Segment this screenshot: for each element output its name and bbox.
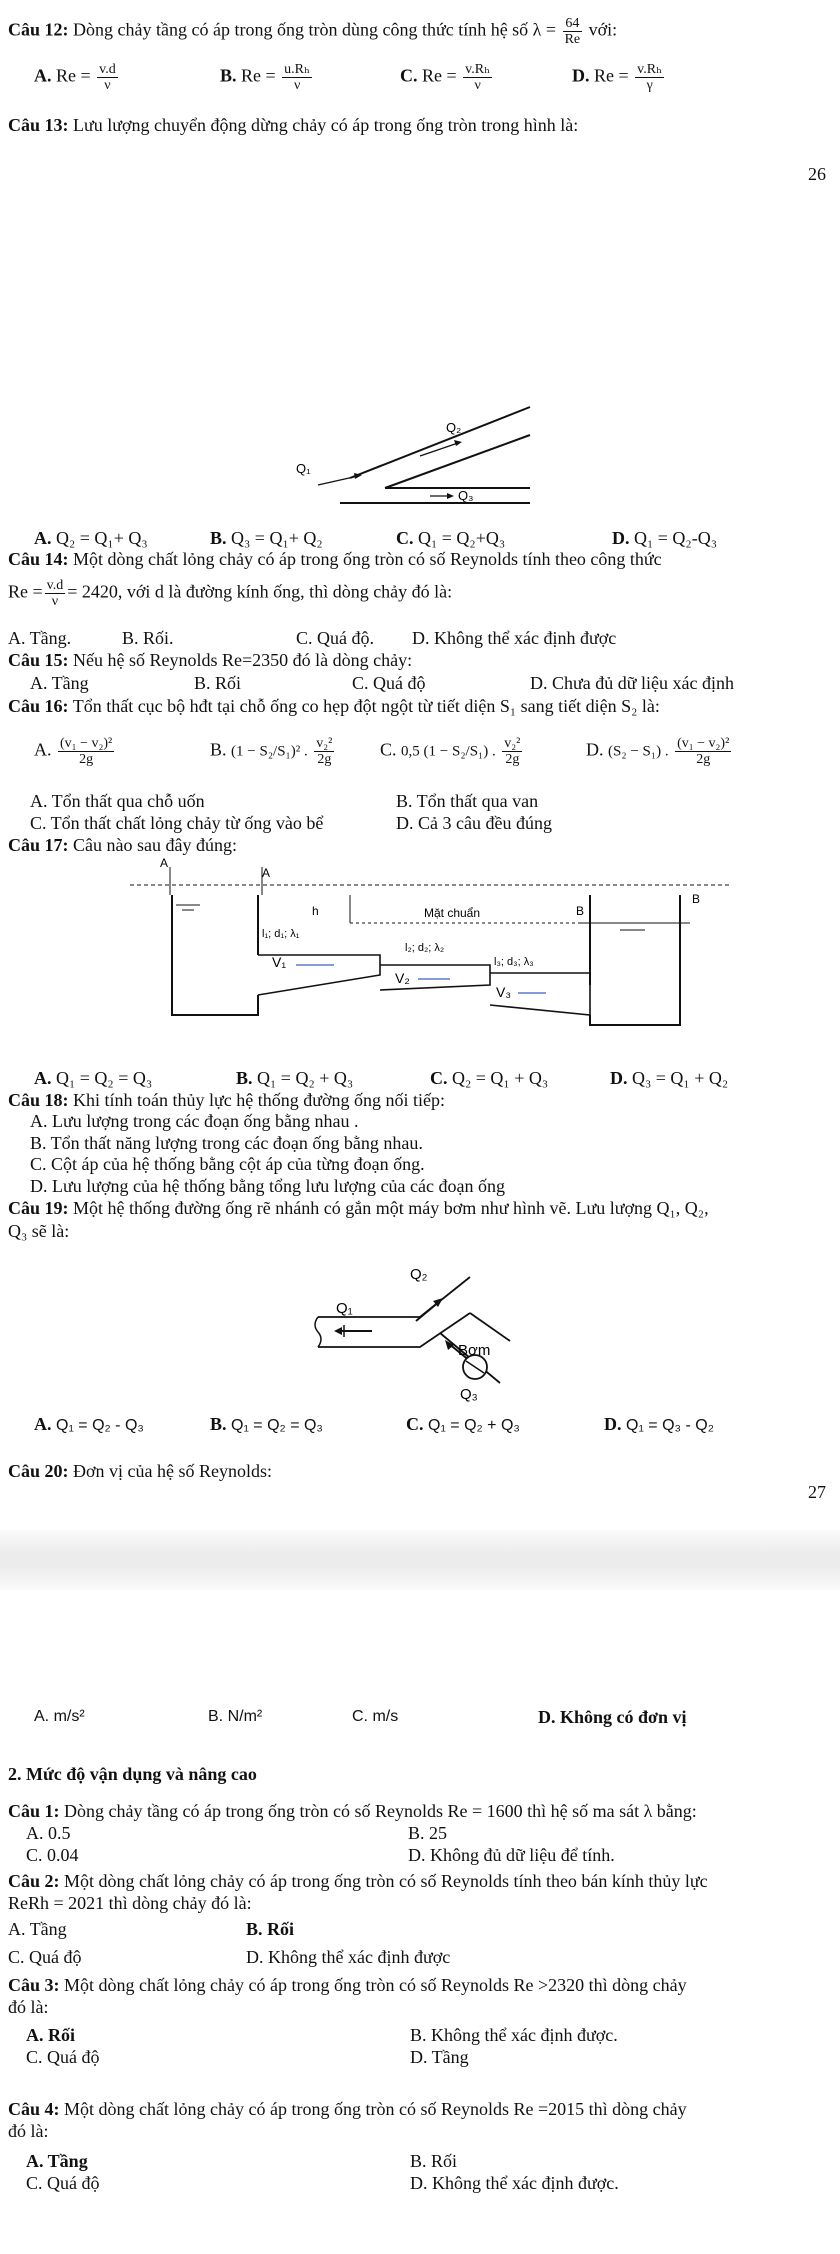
label-pump: Bơm bbox=[458, 1342, 491, 1359]
q20-stem bbox=[8, 1460, 272, 1482]
label-a1: A bbox=[160, 856, 169, 870]
s3-stem bbox=[8, 1974, 687, 1996]
q19-option-c[interactable] bbox=[406, 1413, 520, 1437]
q20-option-d[interactable]: D. Không có đơn vị bbox=[538, 1707, 687, 1727]
q12-suffix: với: bbox=[588, 19, 618, 40]
left-tank bbox=[172, 895, 258, 1015]
frac-num: (v₁ − v₂)² bbox=[60, 736, 113, 751]
q19-text: Một hệ thống đường ống rẽ nhánh có gắn một máy bơm như hình vẽ. Lưu lượng Q₁, Q₂, bbox=[73, 1198, 709, 1218]
q18-option-d[interactable]: D. Lưu lượng của hệ thống bằng tổng lưu lượng của các đoạn ống bbox=[30, 1176, 505, 1196]
label-pipe-3: l₃; d₃; λ₃ bbox=[494, 956, 534, 968]
option-letter: A. bbox=[34, 1068, 52, 1088]
label-v3: V₃ bbox=[496, 984, 512, 1000]
frac-num: v.d bbox=[99, 62, 116, 77]
option-letter: B. bbox=[210, 1414, 227, 1434]
label-v2: V₂ bbox=[395, 970, 410, 986]
q12-label: Câu 12: bbox=[8, 19, 69, 40]
page-number-27: 27 bbox=[808, 1482, 826, 1502]
option-text: Q₁ = Q₃ - Q₂ bbox=[626, 1417, 714, 1434]
q12-stem bbox=[8, 16, 617, 47]
option-letter: B. bbox=[210, 739, 227, 760]
option-letter: B. bbox=[220, 65, 237, 86]
frac-den: 2g bbox=[317, 752, 332, 767]
frac-den: ν bbox=[104, 78, 111, 93]
option-letter: C. bbox=[380, 739, 397, 760]
q14-option-a[interactable]: A. Tầng. bbox=[8, 628, 72, 648]
s2-option-d[interactable]: D. Không thể xác định được bbox=[246, 1947, 451, 1967]
option-letter: C. bbox=[430, 1068, 448, 1088]
q13-option-d[interactable] bbox=[612, 527, 717, 549]
option-pre: (S₂ − S₁) . bbox=[608, 743, 669, 760]
q12-frac-den: Re bbox=[564, 32, 581, 47]
label-q1: Q₁ bbox=[296, 461, 311, 476]
q15-option-c[interactable]: C. Quá độ bbox=[352, 673, 426, 693]
q12-option-a[interactable] bbox=[34, 62, 120, 93]
option-text: Q₁ = Q₂ + Q₃ bbox=[428, 1417, 520, 1434]
frac-den: 2g bbox=[505, 752, 520, 767]
q14-text: Một dòng chất lỏng chảy có áp trong ống tròn có số Reynolds tính theo công thức bbox=[73, 549, 662, 569]
q20-option-c[interactable]: C. m/s bbox=[352, 1708, 399, 1725]
s2-label: Câu 2: bbox=[8, 1871, 60, 1891]
frac-num: v.Rₕ bbox=[637, 62, 663, 77]
frac-num: v.d bbox=[46, 578, 64, 593]
s1-label: Câu 1: bbox=[8, 1801, 60, 1821]
q19-option-b[interactable] bbox=[210, 1413, 323, 1437]
q18-option-a[interactable]: A. Lưu lượng trong các đoạn ống bằng nhau . bbox=[30, 1111, 359, 1131]
flow-arrow-q1 bbox=[318, 476, 358, 485]
page-number-26: 26 bbox=[808, 164, 826, 184]
label-v1: V₁ bbox=[272, 954, 287, 970]
q18-label: Câu 18: bbox=[8, 1090, 69, 1110]
q17-option-a[interactable] bbox=[34, 1067, 152, 1089]
option-text: Q₃ = Q₁+ Q₂ bbox=[231, 528, 323, 548]
label-q3: Q₃ bbox=[460, 1386, 478, 1403]
frac-den: γ bbox=[646, 78, 653, 93]
frac-den: ν bbox=[293, 78, 301, 93]
q13-option-b[interactable] bbox=[210, 527, 323, 549]
s4-option-c[interactable]: C. Quá độ bbox=[26, 2173, 100, 2193]
s3-option-c[interactable]: C. Quá độ bbox=[26, 2047, 100, 2067]
q19-stem-2: Q₃ sẽ là: bbox=[8, 1221, 70, 1241]
frac-den: 2g bbox=[79, 752, 94, 767]
q16-option-a[interactable] bbox=[34, 736, 116, 767]
q16-option-c[interactable] bbox=[380, 736, 524, 767]
q20-text: Đơn vị của hệ số Reynolds: bbox=[73, 1461, 273, 1481]
label-b1: B bbox=[576, 904, 585, 918]
q14-option-d[interactable]: D. Không thể xác định được bbox=[412, 628, 617, 648]
s3-stem-2: đó là: bbox=[8, 1997, 49, 2017]
option-fraction bbox=[282, 62, 312, 93]
option-text: Q₁ = Q₂ = Q₃ bbox=[56, 1068, 153, 1088]
s4-stem-2: đó là: bbox=[8, 2121, 49, 2141]
s2-option-b[interactable]: B. Rối bbox=[246, 1919, 295, 1939]
option-text: Q₂ = Q₁ + Q₃ bbox=[452, 1068, 549, 1088]
option-text: Q₁ = Q₂ = Q₃ bbox=[231, 1417, 323, 1434]
option-letter: D. bbox=[604, 1414, 622, 1434]
label-q1: Q₁ bbox=[336, 1300, 353, 1317]
q14-re: Re = bbox=[8, 581, 43, 602]
q19-option-d[interactable] bbox=[604, 1413, 714, 1437]
option-letter: D. bbox=[586, 739, 604, 760]
s3-option-b[interactable]: B. Không thể xác định được. bbox=[410, 2025, 618, 2045]
q17-label: Câu 17: bbox=[8, 835, 69, 855]
q13-pipe-figure bbox=[0, 395, 840, 515]
option-letter: A. bbox=[34, 528, 52, 548]
option-text: Q₁ = Q₂ - Q₃ bbox=[56, 1417, 144, 1434]
q16-option-d[interactable] bbox=[586, 736, 733, 767]
q18-stem bbox=[8, 1089, 445, 1111]
option-text: Q₁ = Q₂+Q₃ bbox=[418, 528, 506, 548]
label-q2: Q₂ bbox=[446, 420, 462, 435]
s2-option-c[interactable]: C. Quá độ bbox=[8, 1947, 82, 1967]
frac-num: u.Rₕ bbox=[284, 62, 311, 77]
option-pre: Re = bbox=[241, 65, 276, 86]
s3-option-d[interactable]: D. Tầng bbox=[410, 2047, 469, 2067]
q12-fraction bbox=[563, 16, 583, 47]
option-pre: Re = bbox=[56, 65, 91, 86]
s4-option-d[interactable]: D. Không thể xác định được. bbox=[410, 2173, 619, 2193]
q12-option-d[interactable] bbox=[572, 62, 666, 93]
option-pre: Re = bbox=[422, 65, 457, 86]
q13-option-a[interactable] bbox=[34, 527, 148, 549]
frac-num: v₂² bbox=[504, 736, 521, 751]
q16b-option-b[interactable]: B. Tổn thất qua van bbox=[396, 791, 539, 811]
flow-arrow-q2 bbox=[420, 443, 458, 456]
option-letter: D. bbox=[612, 528, 630, 548]
s1-option-d[interactable]: D. Không đủ dữ liệu để tính. bbox=[408, 1845, 615, 1865]
label-a2: A bbox=[262, 866, 271, 880]
option-text: Q₃ = Q₁ + Q₂ bbox=[632, 1068, 729, 1088]
option-text: Q₁ = Q₂ + Q₃ bbox=[257, 1068, 354, 1088]
option-letter: C. bbox=[406, 1414, 424, 1434]
option-text: Q₁ = Q₂-Q₃ bbox=[634, 528, 717, 548]
q14-fraction bbox=[45, 578, 66, 609]
option-letter: A. bbox=[34, 739, 52, 760]
q15-stem bbox=[8, 649, 412, 671]
label-datum: Mặt chuẩn bbox=[424, 906, 481, 920]
q17-option-c[interactable] bbox=[430, 1067, 548, 1089]
section-2-heading: 2. Mức độ vận dụng và nâng cao bbox=[8, 1764, 257, 1784]
q19-option-a[interactable] bbox=[34, 1413, 144, 1437]
frac-num: v.Rₕ bbox=[465, 62, 491, 77]
q17-stem bbox=[8, 834, 237, 856]
frac-den: 2g bbox=[696, 752, 711, 767]
q13-option-c[interactable] bbox=[396, 527, 505, 549]
s1-text: Dòng chảy tầng có áp trong ống tròn có số Reynolds Re = 1600 thì hệ số ma sát λ bằng: bbox=[64, 1801, 697, 1821]
s1-option-b[interactable]: B. 25 bbox=[408, 1823, 448, 1843]
option-letter: B. bbox=[236, 1068, 253, 1088]
q14-option-c[interactable]: C. Quá độ. bbox=[296, 628, 374, 648]
s4-option-b[interactable]: B. Rối bbox=[410, 2151, 458, 2171]
q20-label: Câu 20: bbox=[8, 1461, 69, 1481]
q14-formula-tail: = 2420, với d là đường kính ống, thì dòng chảy đó là: bbox=[67, 581, 453, 602]
option-pre: Re = bbox=[594, 65, 629, 86]
q16b-option-d[interactable]: D. Cả 3 câu đều đúng bbox=[396, 813, 552, 833]
s2-option-a[interactable]: A. Tầng bbox=[8, 1919, 67, 1939]
frac-den: ν bbox=[474, 78, 481, 93]
option-text: Q₂ = Q₁+ Q₃ bbox=[56, 528, 148, 548]
s4-option-a[interactable]: A. Tầng bbox=[26, 2151, 88, 2171]
s4-text: Một dòng chất lỏng chảy có áp trong ống tròn có số Reynolds Re =2015 thì dòng chảy bbox=[64, 2099, 687, 2119]
s4-label: Câu 4: bbox=[8, 2099, 60, 2119]
s2-stem bbox=[8, 1870, 708, 1892]
q16-stem bbox=[8, 695, 660, 717]
q15-option-b[interactable]: B. Rối bbox=[194, 673, 242, 693]
option-letter: D. bbox=[572, 65, 590, 86]
q17-pipe-system-figure bbox=[0, 855, 840, 1065]
q20-option-a[interactable]: A. m/s² bbox=[34, 1708, 85, 1725]
q12-text: Dòng chảy tầng có áp trong ống tròn dùng công thức tính hệ số λ = bbox=[73, 19, 557, 40]
q13-label: Câu 13: bbox=[8, 115, 69, 135]
inlet-wave bbox=[315, 1317, 321, 1347]
option-fraction bbox=[502, 736, 522, 767]
label-q2: Q₂ bbox=[410, 1266, 428, 1283]
frac-num: v₂² bbox=[316, 736, 333, 751]
q17-text: Câu nào sau đây đúng: bbox=[73, 835, 237, 855]
q17-option-b[interactable] bbox=[236, 1067, 353, 1089]
option-fraction bbox=[635, 62, 664, 93]
q13-stem bbox=[8, 114, 578, 136]
frac-num: (v₁ − v₂)² bbox=[677, 736, 730, 751]
option-fraction bbox=[675, 736, 731, 767]
page-break-gap bbox=[0, 1530, 840, 1590]
s3-option-a[interactable]: A. Rối bbox=[26, 2025, 75, 2045]
s4-stem bbox=[8, 2098, 687, 2120]
option-fraction bbox=[97, 62, 118, 93]
q12-option-b[interactable] bbox=[220, 62, 314, 93]
q16-label: Câu 16: bbox=[8, 696, 69, 716]
q14-formula bbox=[8, 578, 452, 609]
s2-stem-2: ReRh = 2021 thì dòng chảy đó là: bbox=[8, 1893, 252, 1913]
s3-text: Một dòng chất lỏng chảy có áp trong ống tròn có số Reynolds Re >2320 thì dòng chảy bbox=[64, 1975, 687, 1995]
q19-branch-pump-figure bbox=[0, 1255, 840, 1415]
q15-option-a[interactable]: A. Tầng bbox=[30, 673, 89, 693]
q17-option-d[interactable] bbox=[610, 1067, 728, 1089]
frac-den: ν bbox=[51, 594, 59, 609]
label-pipe-1: l₁; d₁; λ₁ bbox=[262, 928, 300, 940]
q15-text: Nếu hệ số Reynolds Re=2350 đó là dòng chảy: bbox=[73, 650, 413, 670]
q16-option-b[interactable] bbox=[210, 736, 336, 767]
s1-option-a[interactable]: A. 0.5 bbox=[26, 1823, 71, 1843]
s3-label: Câu 3: bbox=[8, 1975, 60, 1995]
q14-option-b[interactable]: B. Rối. bbox=[122, 628, 174, 648]
option-letter: A. bbox=[34, 65, 52, 86]
q15-label: Câu 15: bbox=[8, 650, 69, 670]
q14-label: Câu 14: bbox=[8, 549, 69, 569]
option-fraction bbox=[58, 736, 114, 767]
option-fraction bbox=[314, 736, 334, 767]
label-pipe-2: l₂; d₂; λ₂ bbox=[405, 942, 445, 954]
q12-frac-num: 64 bbox=[563, 16, 583, 32]
q12-option-c[interactable] bbox=[400, 62, 494, 93]
option-letter: C. bbox=[396, 528, 414, 548]
s2-text: Một dòng chất lỏng chảy có áp trong ống tròn có số Reynolds tính theo bán kính thủy lực bbox=[64, 1871, 708, 1891]
q18-option-b[interactable]: B. Tổn thất năng lượng trong các đoạn ống bằng nhau. bbox=[30, 1133, 423, 1153]
option-fraction bbox=[463, 62, 492, 93]
label-h: h bbox=[312, 904, 319, 918]
q19-stem bbox=[8, 1197, 709, 1219]
q16-text: Tổn thất cục bộ hđt tại chỗ ống co hẹp đột ngột từ tiết diện S₁ sang tiết diện S₂ là: bbox=[72, 696, 660, 716]
label-q3: Q₃ bbox=[458, 488, 474, 503]
q18-text: Khi tính toán thủy lực hệ thống đường ống nối tiếp: bbox=[73, 1090, 446, 1110]
q16b-option-c[interactable]: C. Tổn thất chất lỏng chảy từ ống vào bể bbox=[30, 813, 324, 833]
q16b-option-a[interactable]: A. Tổn thất qua chỗ uốn bbox=[30, 791, 205, 811]
q15-option-d[interactable]: D. Chưa đủ dữ liệu xác định bbox=[530, 673, 734, 693]
q13-text: Lưu lượng chuyển động dừng chảy có áp trong ống tròn trong hình là: bbox=[73, 115, 579, 135]
q14-stem bbox=[8, 548, 662, 570]
right-tank bbox=[590, 895, 680, 1025]
arrow-head-q1 bbox=[334, 1327, 342, 1335]
q20-option-b[interactable]: B. N/m² bbox=[208, 1708, 263, 1725]
option-letter: B. bbox=[210, 528, 227, 548]
option-pre: 0,5 (1 − S₂/S₁) . bbox=[401, 743, 496, 760]
s1-option-c[interactable]: C. 0.04 bbox=[26, 1845, 79, 1865]
option-letter: C. bbox=[400, 65, 418, 86]
label-b2: B bbox=[692, 892, 701, 906]
s1-stem bbox=[8, 1800, 697, 1822]
arrow-head-q2 bbox=[454, 440, 462, 446]
option-letter: D. bbox=[610, 1068, 628, 1088]
option-letter: A. bbox=[34, 1414, 52, 1434]
q18-option-c[interactable]: C. Cột áp của hệ thống bằng cột áp của từng đoạn ống. bbox=[30, 1154, 425, 1174]
arrow-head-q3 bbox=[447, 493, 454, 499]
q19-label: Câu 19: bbox=[8, 1198, 69, 1218]
option-pre: (1 − S₂/S₁)² . bbox=[231, 743, 308, 760]
